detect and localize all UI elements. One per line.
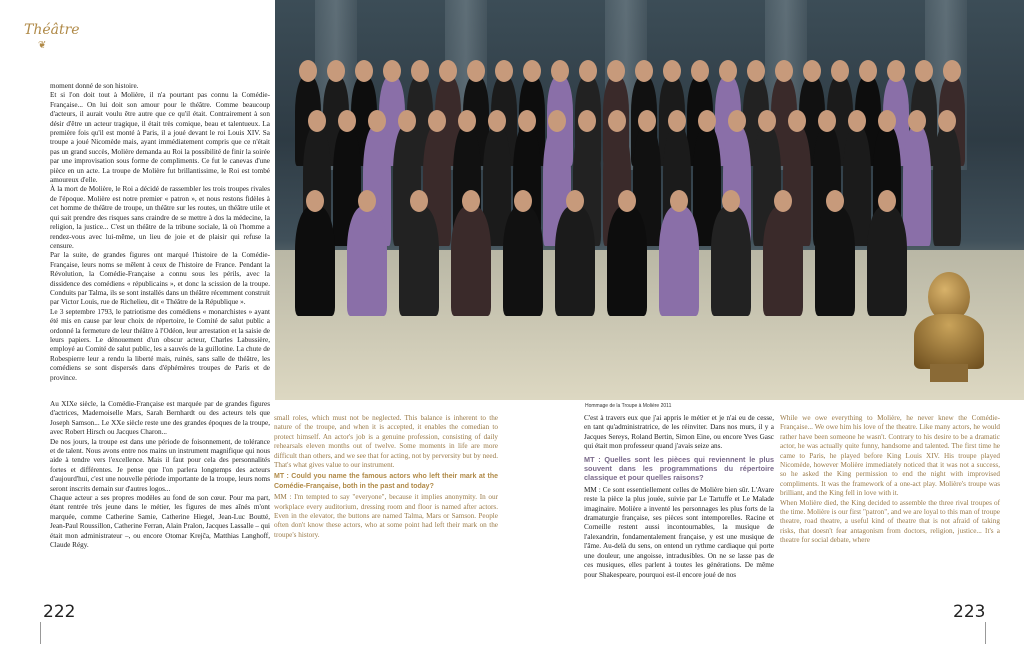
actor-head xyxy=(943,60,961,82)
actor-head xyxy=(747,60,765,82)
actor-silhouette xyxy=(555,206,595,316)
actor-head xyxy=(635,60,653,82)
actor-silhouette xyxy=(451,206,491,316)
actor-silhouette xyxy=(607,206,647,316)
actor-head xyxy=(803,60,821,82)
actor-silhouette xyxy=(399,206,439,316)
actor-silhouette xyxy=(903,126,931,246)
actor-head xyxy=(638,110,656,132)
paragraph: C'est à travers eux que j'ai appris le métier et je n'ai eu de cesse, en tant qu'administratrice, de les réinviter. Dans nos murs, il y a Jacques Sereys, Roland Bertin, Simon Eine, ou encore Yves Gasc qui était mon professeur quand j'avais seize ans. xyxy=(584,414,774,451)
actor-head xyxy=(428,110,446,132)
actor-head xyxy=(878,190,896,212)
actor-head xyxy=(579,60,597,82)
actor-silhouette xyxy=(867,206,907,316)
actor-silhouette xyxy=(763,206,803,316)
paragraph: Au XIXe siècle, la Comédie-Française est marquée par de grandes figures d'actrices, Mademoiselle Mars, Sarah Bernhardt ou des acteurs tels que Joseph Samson... Le XXe siècle reste une des grandes époques de la troupe, avec Robert Hirsch ou Jacques Charon... xyxy=(50,400,270,437)
actor-head xyxy=(299,60,317,82)
actor-head xyxy=(439,60,457,82)
actor-head xyxy=(548,110,566,132)
divider xyxy=(985,622,986,644)
actor-head xyxy=(758,110,776,132)
actor-head xyxy=(938,110,956,132)
column-2 xyxy=(274,414,498,540)
actor-head xyxy=(663,60,681,82)
actor-head xyxy=(908,110,926,132)
actor-silhouette xyxy=(933,126,961,246)
paragraph: MM : I'm tempted to say "everyone", because it implies anonymity. In our workplace every auditorium, dressing room and floor is named after actors. Even in the elevator, the buttons are named Talma, Mars or Samson. People often don't know these actors, who at some point had left their mark on the troupe's history. xyxy=(274,493,498,539)
actor-head xyxy=(467,60,485,82)
divider xyxy=(40,622,41,644)
page-number-left: 222 xyxy=(43,602,76,622)
actor-head xyxy=(887,60,905,82)
actor-head xyxy=(338,110,356,132)
actor-head xyxy=(578,110,596,132)
actor-head xyxy=(308,110,326,132)
actor-head xyxy=(327,60,345,82)
actor-silhouette xyxy=(503,206,543,316)
actor-head xyxy=(878,110,896,132)
photo-caption: Hommage de la Troupe à Molière 2011 xyxy=(585,403,672,409)
actor-head xyxy=(462,190,480,212)
actor-head xyxy=(383,60,401,82)
actor-head xyxy=(458,110,476,132)
actor-head xyxy=(607,60,625,82)
actor-head xyxy=(848,110,866,132)
actor-head xyxy=(670,190,688,212)
actor-head xyxy=(774,190,792,212)
troupe-photo xyxy=(275,0,1024,400)
actor-head xyxy=(826,190,844,212)
actor-head xyxy=(722,190,740,212)
actor-head xyxy=(668,110,686,132)
ornament-icon: ❦ xyxy=(38,40,47,51)
paragraph: small roles, which must not be neglected. This balance is inherent to the nature of the troupe, and when it is accepted, it enables the comedian to protect himself. An actor's job is a genuine profession, consisting of daily rehearsals eleven months out of twelve. Some moments in life are more difficult than others, and we see that for acting, not by perversity but by need. That's what gives value to our instrument. xyxy=(274,414,498,470)
paragraph: Chaque acteur a ses propres modèles au fond de son cœur. Pour ma part, étant rentrée très jeune dans le métier, les figures de mes aînés m'ont marquée, comme Catherine Samie, Catherine Hiegel, Jean-Luc Boutté, Jean-Paul Roussillon, Catherine Ferran, Alain Pralon, Jacques Lassalle – qui était mon administrateur –, ou encore Otomar Krejča, Matthias Langhoff, Claude Régy. xyxy=(50,494,270,550)
actor-silhouette xyxy=(295,206,335,316)
actor-head xyxy=(818,110,836,132)
page-number-right: 223 xyxy=(953,602,986,622)
paragraph: À la mort de Molière, le Roi a décidé de rassembler les trois troupes rivales de l'époque. Molière est notre premier « patron », et nous restons fidèles à cet homme de théâtre de troupe, un théâtre sur les routes, un théâtre utile et qui sait prendre des risques sans craindre de se mettre à dos la médecine, la religion, la justice... C'est un théâtre de la tribune sociale, là où l'homme a rendez-vous avec lui-même, un lieu de joie et de plaisir qui refuse la censure. xyxy=(50,185,270,250)
actor-silhouette xyxy=(711,206,751,316)
column-1-bottom xyxy=(50,400,270,551)
actor-head xyxy=(831,60,849,82)
actor-head xyxy=(775,60,793,82)
actor-head xyxy=(358,190,376,212)
paragraph: Par la suite, de grandes figures ont marqué l'histoire de la Comédie-Française, leurs noms se mêlent à ceux de l'histoire de France. Pendant la Révolution, la Comédie-Française a connu sous les périls, avec la dissidence des comédiens « républicains », et donc la scission de la troupe. Conduits par Talma, ils se sont installés dans un théâtre récemment construit par Victor Louis, rue de Richelieu, dit « Théâtre de la République ». xyxy=(50,251,270,307)
actor-head xyxy=(566,190,584,212)
actor-head xyxy=(514,190,532,212)
actor-head xyxy=(398,110,416,132)
column-4 xyxy=(780,414,1000,546)
interview-question: MT : Could you name the famous actors who left their mark at the Comédie-Française, both in the past and today? xyxy=(274,473,498,490)
actor-head xyxy=(551,60,569,82)
actor-head xyxy=(608,110,626,132)
actor-head xyxy=(518,110,536,132)
actor-head xyxy=(618,190,636,212)
actor-head xyxy=(788,110,806,132)
interview-question: MT : Quelles sont les pièces qui reviennent le plus souvent dans les programmations du répertoire classique et pour quelles raisons? xyxy=(584,454,774,483)
paragraph: When Molière died, the King decided to assemble the three rival troupes of the time. Molière is our first "patron", and we are loyal to this man of troupe theatre, road theatre, a useful kind of theatre that is not afraid of taking risks, that doesn't fear antagonism from doctors, religion, justice... It's a theatre for social debate, where xyxy=(780,498,1000,545)
column-1 xyxy=(50,82,270,383)
moliere-bust xyxy=(914,272,984,382)
paragraph: While we owe everything to Molière, he never knew the Comédie-Française... We owe him his love of the theatre. Like many actors, he would rather have been someone he wasn't. Contrary to his desire to be a dramatic actor, he was actually quite funny, handsome and talented. The first time he came to Paris, he played before King Louis XIV. His troupe played Nicomède, however Molière immediately noticed that it was not a success, so he asked the King permission to end the night with improvised compliments. It was the framework of a one-act play. Molière's troupe was brilliant, and the King fell in love with it. xyxy=(780,414,1000,498)
actor-head xyxy=(355,60,373,82)
paragraph: MM : Ce sont essentiellement celles de Molière bien sûr. L'Avare reste la pièce la plus jouée, suivie par Le Tartuffe et Le Malade imaginaire. Molière a inventé les personnages les plus forts de la dramaturgie française, ses pièces sont intemporelles. Racine et Corneille restent aussi incontournables, la musique de l'alexandrin, fondamentalement française, y est une musique de l'âme. Au-delà du sens, on entend un rythme cardiaque qui porte une douleur, une angoisse, intradusibles. On ne se lasse pas de ces musiques, elles parlent à toutes les générations. De même pour Shakespeare, pourquoi est-il encore joué de nos xyxy=(584,485,774,579)
actor-head xyxy=(728,110,746,132)
actor-silhouette xyxy=(815,206,855,316)
actor-silhouette xyxy=(347,206,387,316)
actor-head xyxy=(523,60,541,82)
actor-head xyxy=(410,190,428,212)
actor-head xyxy=(488,110,506,132)
actor-head xyxy=(495,60,513,82)
actor-head xyxy=(915,60,933,82)
actor-head xyxy=(691,60,709,82)
paragraph: Et si l'on doit tout à Molière, il n'a pourtant pas connu la Comédie-Française... On lui doit son amour pour le théâtre. Comme beaucoup d'acteurs, il aurait voulu être autre que ce qu'il était. Contrairement à son désir d'être un acteur tragique, il était très comique, beau et talentueux. La première fois qu'il est monté à Paris, il a joué devant le roi Louis XIV. Sa troupe a joué Nicomède mais, ayant immédiatement compris que ce n'était pas un grand succès, Molière demanda au Roi la possibilité de finir la soirée par une improvisation sous forme de compliments. Ce fut le canevas d'une pièce en un acte. La troupe de Molière fut brillantissime, le Roi est tombé amoureux d'elle. xyxy=(50,91,270,185)
actor-head xyxy=(306,190,324,212)
actor-head xyxy=(698,110,716,132)
actor-head xyxy=(859,60,877,82)
actor-silhouette xyxy=(659,206,699,316)
paragraph: De nos jours, la troupe est dans une période de foisonnement, de tolérance et de talent. Nous avons entre nos mains un instrument magnifique qui nous aide à tendre vers l'excellence. Mais il faut pour cela des personnalités fortes et différentes. Je pense que l'on parlera longtemps des acteurs d'aujourd'hui, c'est une nouvelle période importante de la troupe, leurs noms seront inscrits demain sur d'autres logos... xyxy=(50,437,270,493)
actor-head xyxy=(368,110,386,132)
paragraph: Le 3 septembre 1793, le patriotisme des comédiens « monarchistes » ayant été mis en cause par leur choix de répertoire, le Comité de salut public a ordonné la fermeture de leur théâtre à l'Odéon, leur arrestation et la saisie de leurs papiers. Le dénouement d'un obscur acteur, Charles Labussière, employé au Comité de salut public, les a sauvés de la guillotine. La chute de Robespierre leur a rendu la liberté mais, ruinés, sans salle de théâtre, les comédiens se sont dispersés dans d'éphémères troupes de Paris et de province. xyxy=(50,307,270,382)
actor-head xyxy=(719,60,737,82)
actor-head xyxy=(411,60,429,82)
section-title: Théâtre xyxy=(24,22,80,38)
paragraph: moment donné de son histoire. xyxy=(50,82,139,90)
crowd-of-actors xyxy=(285,40,984,320)
column-3 xyxy=(584,414,774,580)
